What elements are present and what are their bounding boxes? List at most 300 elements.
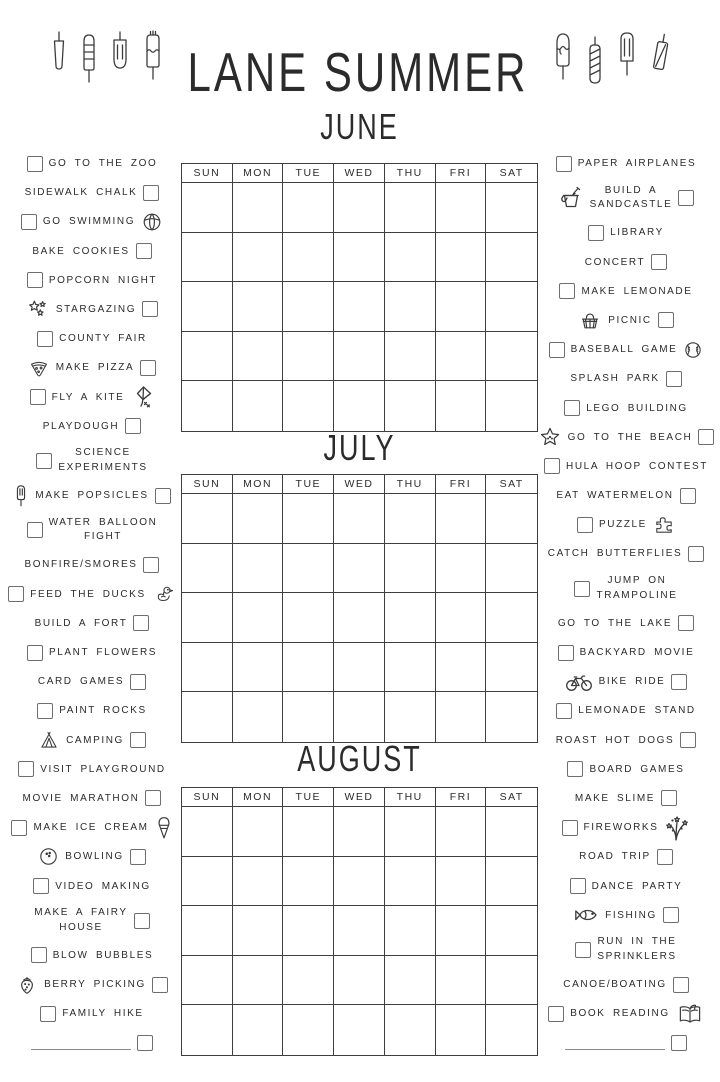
calendar-cell (233, 332, 284, 382)
calendar-cell (283, 906, 334, 956)
checklist-label: CAMPING (66, 734, 124, 746)
popsicle-twin-icon (613, 29, 641, 91)
checklist-item (540, 182, 712, 214)
calendar-cell (182, 956, 233, 1006)
calendar-cell (182, 807, 233, 857)
checklist-item (6, 671, 178, 692)
checklist-label-line: JUMP ON (607, 575, 667, 587)
calendar-cell (182, 544, 233, 594)
checkbox-splash-park[interactable] (666, 371, 682, 387)
checkbox-popcorn-night[interactable] (27, 272, 43, 288)
calendar-cell (233, 544, 284, 594)
day-header-wed: WED (334, 164, 385, 183)
calendar-cell (486, 282, 537, 332)
checklist-item (540, 514, 712, 535)
calendar-cell (486, 183, 537, 233)
checklist-label: BLOW BUBBLES (52, 949, 154, 961)
checklist-item (540, 222, 712, 243)
calendar-cell (436, 494, 487, 544)
checklist-item (6, 974, 178, 995)
checklist-label: ROAST HOT DOGS (555, 734, 675, 746)
stars-icon (26, 298, 50, 320)
checklist-label (58, 446, 147, 475)
checklist-item (6, 584, 178, 605)
checkbox-county-fair[interactable] (37, 331, 53, 347)
checklist-item (540, 876, 712, 897)
picnic-basket-icon (578, 309, 602, 331)
checklist-item (540, 543, 712, 564)
checklist-item (540, 339, 712, 360)
checklist-item (540, 573, 712, 605)
write-in-line[interactable] (31, 1036, 131, 1050)
checkbox-make-popsicles[interactable] (155, 488, 171, 504)
checkbox-jump-on-trampoline[interactable] (574, 581, 590, 597)
calendar-cell (334, 381, 385, 431)
bicycle-icon (565, 672, 593, 692)
calendar-cell (436, 692, 487, 742)
checklist-label: STARGAZING (55, 303, 137, 315)
checklist-item (6, 945, 178, 966)
checklist-item (540, 252, 712, 273)
calendar-cell (486, 544, 537, 594)
calendar-cell (334, 593, 385, 643)
day-header-tue: TUE (283, 788, 334, 807)
checklist-label-line: EXPERIMENTS (58, 461, 148, 473)
calendar-cell (182, 692, 233, 742)
checkbox-make-ice-cream[interactable] (11, 820, 27, 836)
calendar-cell (486, 692, 537, 742)
checklist-label: BACKYARD MOVIE (579, 647, 695, 658)
calendar-cell (436, 183, 487, 233)
checklist-label: CATCH BUTTERFLIES (547, 548, 683, 560)
day-header-fri: FRI (436, 475, 487, 494)
checklist-item (540, 671, 712, 692)
checklist-label: MAKE ICE CREAM (33, 822, 149, 834)
checklist-item (6, 182, 178, 203)
calendar-cell (385, 332, 436, 382)
checkbox-go-to-the-zoo[interactable] (27, 156, 43, 172)
checkbox-video-making[interactable] (33, 878, 49, 894)
calendar-cell (334, 807, 385, 857)
checkbox-make-pizza[interactable] (140, 360, 156, 376)
checkbox-bake-cookies[interactable] (136, 243, 152, 259)
checklist-label: PAINT ROCKS (59, 705, 147, 717)
baseball-icon (683, 340, 703, 360)
checklist-label: BOWLING (65, 851, 124, 863)
calendar-grid-august (181, 787, 538, 1056)
calendar-cell (283, 381, 334, 431)
popsicle-twin-flipped-icon (106, 29, 134, 89)
checklist-item (540, 427, 712, 448)
fish-icon (573, 906, 599, 924)
checklist-item (6, 730, 178, 751)
day-header-sat: SAT (486, 164, 537, 183)
checklist-label: VISIT PLAYGROUND (40, 763, 166, 775)
checklist-item (6, 817, 178, 838)
checklist-item (6, 514, 178, 546)
calendar-cell (486, 1005, 537, 1055)
calendar-cell (385, 692, 436, 742)
popsicle-icon (13, 483, 29, 509)
checkbox-stargazing[interactable] (142, 301, 158, 317)
calendar-cell (436, 593, 487, 643)
checkbox-hula-hoop-contest[interactable] (544, 458, 560, 474)
pizza-slice-icon (28, 358, 50, 378)
calendar-cell (486, 593, 537, 643)
checklist-label: MOVIE MARATHON (22, 792, 140, 804)
calendar-cell (385, 807, 436, 857)
checkbox-water-balloon-fight[interactable] (27, 522, 43, 538)
checklist-label: FIREWORKS (583, 822, 659, 834)
checklist-item (540, 905, 712, 926)
checklist-label-line: BUILD A (604, 184, 658, 196)
checkbox-build-a-fort[interactable] (133, 615, 149, 631)
day-header-tue: TUE (283, 164, 334, 183)
calendar-cell (233, 593, 284, 643)
popsicle-twist-icon (582, 29, 608, 99)
checkbox-fishing[interactable] (663, 907, 679, 923)
checkbox-science-experiments[interactable] (36, 453, 52, 469)
duck-icon (152, 584, 176, 604)
day-header-fri: FRI (436, 164, 487, 183)
checklist-item (6, 788, 178, 809)
ice-cream-cone-icon (155, 815, 173, 841)
checklist-item (540, 456, 712, 477)
checkbox-concert[interactable] (651, 254, 667, 270)
calendar-cell (436, 233, 487, 283)
checklist-label: MAKE POPSICLES (35, 490, 149, 502)
checkbox-book-reading[interactable] (548, 1006, 564, 1022)
day-header-thu: THU (385, 475, 436, 494)
calendar-cell (233, 857, 284, 907)
popsicle-icons-left (46, 29, 167, 117)
day-header-tue: TUE (283, 475, 334, 494)
calendar-cell (385, 282, 436, 332)
checkbox-playdough[interactable] (125, 418, 141, 434)
checklist-item (6, 876, 178, 897)
calendar-cell (486, 906, 537, 956)
checkbox-write-in[interactable] (137, 1035, 153, 1051)
checkbox-bike-ride[interactable] (671, 674, 687, 690)
checkbox-puzzle[interactable] (577, 517, 593, 533)
checklist-label (34, 906, 127, 935)
calendar-grid-june (181, 163, 538, 432)
checklist-item (6, 554, 178, 575)
checklist-item (6, 211, 178, 232)
calendar-cell (436, 956, 487, 1006)
calendar-cell (334, 332, 385, 382)
calendar-cell (436, 282, 487, 332)
calendar-cell (233, 494, 284, 544)
checkbox-plant-flowers[interactable] (27, 645, 43, 661)
checkbox-eat-watermelon[interactable] (680, 488, 696, 504)
checkbox-library[interactable] (588, 225, 604, 241)
checklist-label-line: RUN IN THE (597, 936, 677, 948)
month-title-june: JUNE (320, 106, 399, 148)
checklist-item (540, 281, 712, 302)
checklist-item (6, 485, 178, 506)
checklist-label: COUNTY FAIR (59, 333, 147, 345)
calendar-cell (334, 956, 385, 1006)
checkbox-dance-party[interactable] (570, 878, 586, 894)
checklist-item (540, 153, 712, 174)
checklist-label (49, 516, 158, 545)
checkbox-build-a-sandcastle[interactable] (678, 190, 694, 206)
calendar-cell (182, 282, 233, 332)
calendar-cell (486, 494, 537, 544)
checklist-label (597, 935, 676, 964)
checkbox-bowling[interactable] (130, 849, 146, 865)
checklist-label: BOOK READING (570, 1008, 670, 1020)
calendar-cell (283, 332, 334, 382)
day-header-sun: SUN (182, 788, 233, 807)
calendar-cell (182, 233, 233, 283)
calendar-cell (233, 906, 284, 956)
day-header-sat: SAT (486, 788, 537, 807)
checklist-label: CANOE/BOATING (563, 979, 667, 991)
checkbox-make-a-fairy-house[interactable] (134, 913, 150, 929)
calendar-cell (182, 643, 233, 693)
checkbox-go-to-the-beach[interactable] (698, 429, 714, 445)
checklist-item (6, 1003, 178, 1024)
checklist-label-line: MAKE A FAIRY (34, 907, 128, 919)
day-header-fri: FRI (436, 788, 487, 807)
calendar-cell (283, 282, 334, 332)
calendar-cell (436, 544, 487, 594)
checklist-label: BASEBALL GAME (570, 344, 678, 356)
checklist-label: PLANT FLOWERS (48, 647, 158, 658)
checkbox-card-games[interactable] (130, 674, 146, 690)
checkbox-catch-butterflies[interactable] (688, 546, 704, 562)
checklist-label: LIBRARY (610, 227, 664, 239)
checklist-label: PICNIC (608, 314, 652, 326)
calendar-cell (385, 1005, 436, 1055)
month-title-july: JULY (323, 427, 396, 469)
write-in-item (540, 1032, 712, 1053)
checkbox-go-to-the-lake[interactable] (678, 615, 694, 631)
calendar-cell (334, 282, 385, 332)
checklist-label-line: WATER BALLOON (48, 516, 158, 528)
calendar-cell (486, 807, 537, 857)
checkbox-run-in-the-sprinklers[interactable] (575, 942, 591, 958)
bowling-ball-icon (38, 846, 59, 867)
strawberry-icon (16, 974, 38, 996)
checklist-right (540, 153, 712, 1053)
calendar-cell (283, 956, 334, 1006)
day-header-sun: SUN (182, 164, 233, 183)
checklist-label: BAKE COOKIES (32, 245, 130, 257)
calendar-cell (233, 1005, 284, 1055)
calendar-cell (334, 692, 385, 742)
checklist-item (540, 368, 712, 389)
calendar-cell (283, 233, 334, 283)
checklist-label: MAKE SLIME (574, 792, 656, 804)
calendar-cell (283, 183, 334, 233)
calendar-cell (385, 544, 436, 594)
calendar-cell (283, 1005, 334, 1055)
calendar-cell (233, 183, 284, 233)
calendar-cell (334, 544, 385, 594)
checklist-item (540, 398, 712, 419)
calendar-cell (436, 1005, 487, 1055)
calendar-cell (334, 906, 385, 956)
checklist-item (540, 846, 712, 867)
checklist-label: FISHING (605, 909, 657, 921)
checklist-label: LEGO BUILDING (586, 402, 688, 414)
calendar-cell (182, 381, 233, 431)
month-title-august: AUGUST (297, 738, 422, 780)
calendar-cell (182, 857, 233, 907)
calendar-cell (486, 233, 537, 283)
calendar-cell (283, 807, 334, 857)
checkbox-fireworks[interactable] (562, 820, 578, 836)
calendar-cell (233, 282, 284, 332)
checkbox-visit-playground[interactable] (18, 761, 34, 777)
checkbox-roast-hot-dogs[interactable] (680, 732, 696, 748)
calendar-cell (385, 381, 436, 431)
page-title: LANE SUMMER (187, 41, 529, 103)
checkbox-canoe-boating[interactable] (673, 977, 689, 993)
checklist-item (540, 310, 712, 331)
checklist-label: PAPER AIRPLANES (577, 158, 697, 169)
calendar-cell (385, 643, 436, 693)
puzzle-piece-icon (653, 514, 675, 536)
calendar-cell (233, 233, 284, 283)
checklist-item (6, 416, 178, 437)
calendar-cell (283, 857, 334, 907)
checkbox-paint-rocks[interactable] (37, 703, 53, 719)
calendar-cell (233, 643, 284, 693)
checklist-item (540, 730, 712, 751)
checklist-label: FEED THE DUCKS (30, 588, 146, 600)
popsicle-rocket-icon (77, 29, 101, 95)
checkbox-lemonade-stand[interactable] (556, 703, 572, 719)
checklist-item (6, 846, 178, 867)
checklist-label: CONCERT (584, 256, 646, 268)
calendar-cell (233, 692, 284, 742)
write-in-line[interactable] (565, 1036, 665, 1050)
day-header-wed: WED (334, 475, 385, 494)
checklist-label: ROAD TRIP (579, 851, 651, 863)
popsicle-dipped-icon (549, 29, 577, 91)
checklist-item (6, 328, 178, 349)
fireworks-icon (664, 814, 690, 842)
calendar-cell (283, 692, 334, 742)
checklist-item (6, 613, 178, 634)
calendar-cell (385, 183, 436, 233)
checklist-item (540, 974, 712, 995)
checklist-label: GO TO THE BEACH (567, 431, 693, 443)
checklist-label: GO TO THE LAKE (557, 617, 673, 629)
checklist-item (540, 613, 712, 634)
checklist-label: FLY A KITE (51, 391, 125, 403)
checklist-label: BOARD GAMES (589, 763, 685, 775)
checkbox-paper-airplanes[interactable] (556, 156, 572, 172)
checkbox-make-lemonade[interactable] (559, 283, 575, 299)
checkbox-picnic[interactable] (658, 312, 674, 328)
checklist-label (596, 574, 677, 603)
checkbox-family-hike[interactable] (40, 1006, 56, 1022)
calendar-cell (436, 643, 487, 693)
checklist-label: BONFIRE/SMORES (24, 559, 138, 571)
day-header-mon: MON (233, 164, 284, 183)
calendar-cell (486, 381, 537, 431)
calendar-cell (385, 233, 436, 283)
checkbox-berry-picking[interactable] (152, 977, 168, 993)
checklist-item (540, 759, 712, 780)
checklist-item (6, 759, 178, 780)
checkbox-feed-the-ducks[interactable] (8, 586, 24, 602)
day-header-wed: WED (334, 788, 385, 807)
checklist-item (6, 642, 178, 663)
calendar-cell (283, 494, 334, 544)
checklist-item (540, 700, 712, 721)
calendar-cell (182, 183, 233, 233)
calendar-cell (334, 1005, 385, 1055)
checklist-item (6, 445, 178, 477)
checklist-item (6, 905, 178, 937)
checklist-label (590, 184, 673, 213)
checklist-label: MAKE PIZZA (55, 362, 135, 374)
checkbox-camping[interactable] (130, 732, 146, 748)
checkbox-lego-building[interactable] (564, 400, 580, 416)
checklist-label: POPCORN NIGHT (48, 274, 158, 286)
checklist-label: LEMONADE STAND (578, 705, 696, 717)
checklist-label: BERRY PICKING (44, 979, 146, 991)
checkbox-backyard-movie[interactable] (558, 645, 574, 661)
checklist-label: PUZZLE (599, 519, 647, 531)
checkbox-movie-marathon[interactable] (145, 790, 161, 806)
checkbox-road-trip[interactable] (657, 849, 673, 865)
calendar-cell (182, 1005, 233, 1055)
checklist-item (6, 700, 178, 721)
checklist-label: VIDEO MAKING (55, 880, 151, 892)
calendar-grid-july (181, 474, 538, 743)
checkbox-sidewalk-chalk[interactable] (143, 185, 159, 201)
day-header-sat: SAT (486, 475, 537, 494)
calendar-cell (486, 332, 537, 382)
checklist-label: FAMILY HIKE (62, 1008, 144, 1020)
popsicle-tilted-icon (646, 29, 674, 91)
checkbox-fly-a-kite[interactable] (30, 389, 46, 405)
checkbox-go-swimming[interactable] (21, 214, 37, 230)
checkbox-make-slime[interactable] (661, 790, 677, 806)
checkbox-baseball-game[interactable] (549, 342, 565, 358)
day-header-mon: MON (233, 475, 284, 494)
checkbox-blow-bubbles[interactable] (31, 947, 47, 963)
checklist-label: SPLASH PARK (570, 373, 660, 385)
calendar-cell (182, 332, 233, 382)
calendar-cell (233, 807, 284, 857)
day-header-mon: MON (233, 788, 284, 807)
day-header-thu: THU (385, 164, 436, 183)
checkbox-board-games[interactable] (567, 761, 583, 777)
popsicle-melty-icon (139, 29, 167, 91)
checkbox-bonfire-smores[interactable] (143, 557, 159, 573)
calendar-cell (334, 233, 385, 283)
calendar-cell (182, 494, 233, 544)
checklist-label: MAKE LEMONADE (581, 285, 693, 297)
calendar-cell (436, 906, 487, 956)
checkbox-write-in[interactable] (671, 1035, 687, 1051)
checklist-label: BIKE RIDE (598, 676, 666, 688)
checklist-item (6, 387, 178, 408)
calendar-cell (385, 906, 436, 956)
calendar-cell (283, 593, 334, 643)
checklist-item (6, 299, 178, 320)
checklist-item (6, 357, 178, 378)
calendar-cell (486, 643, 537, 693)
